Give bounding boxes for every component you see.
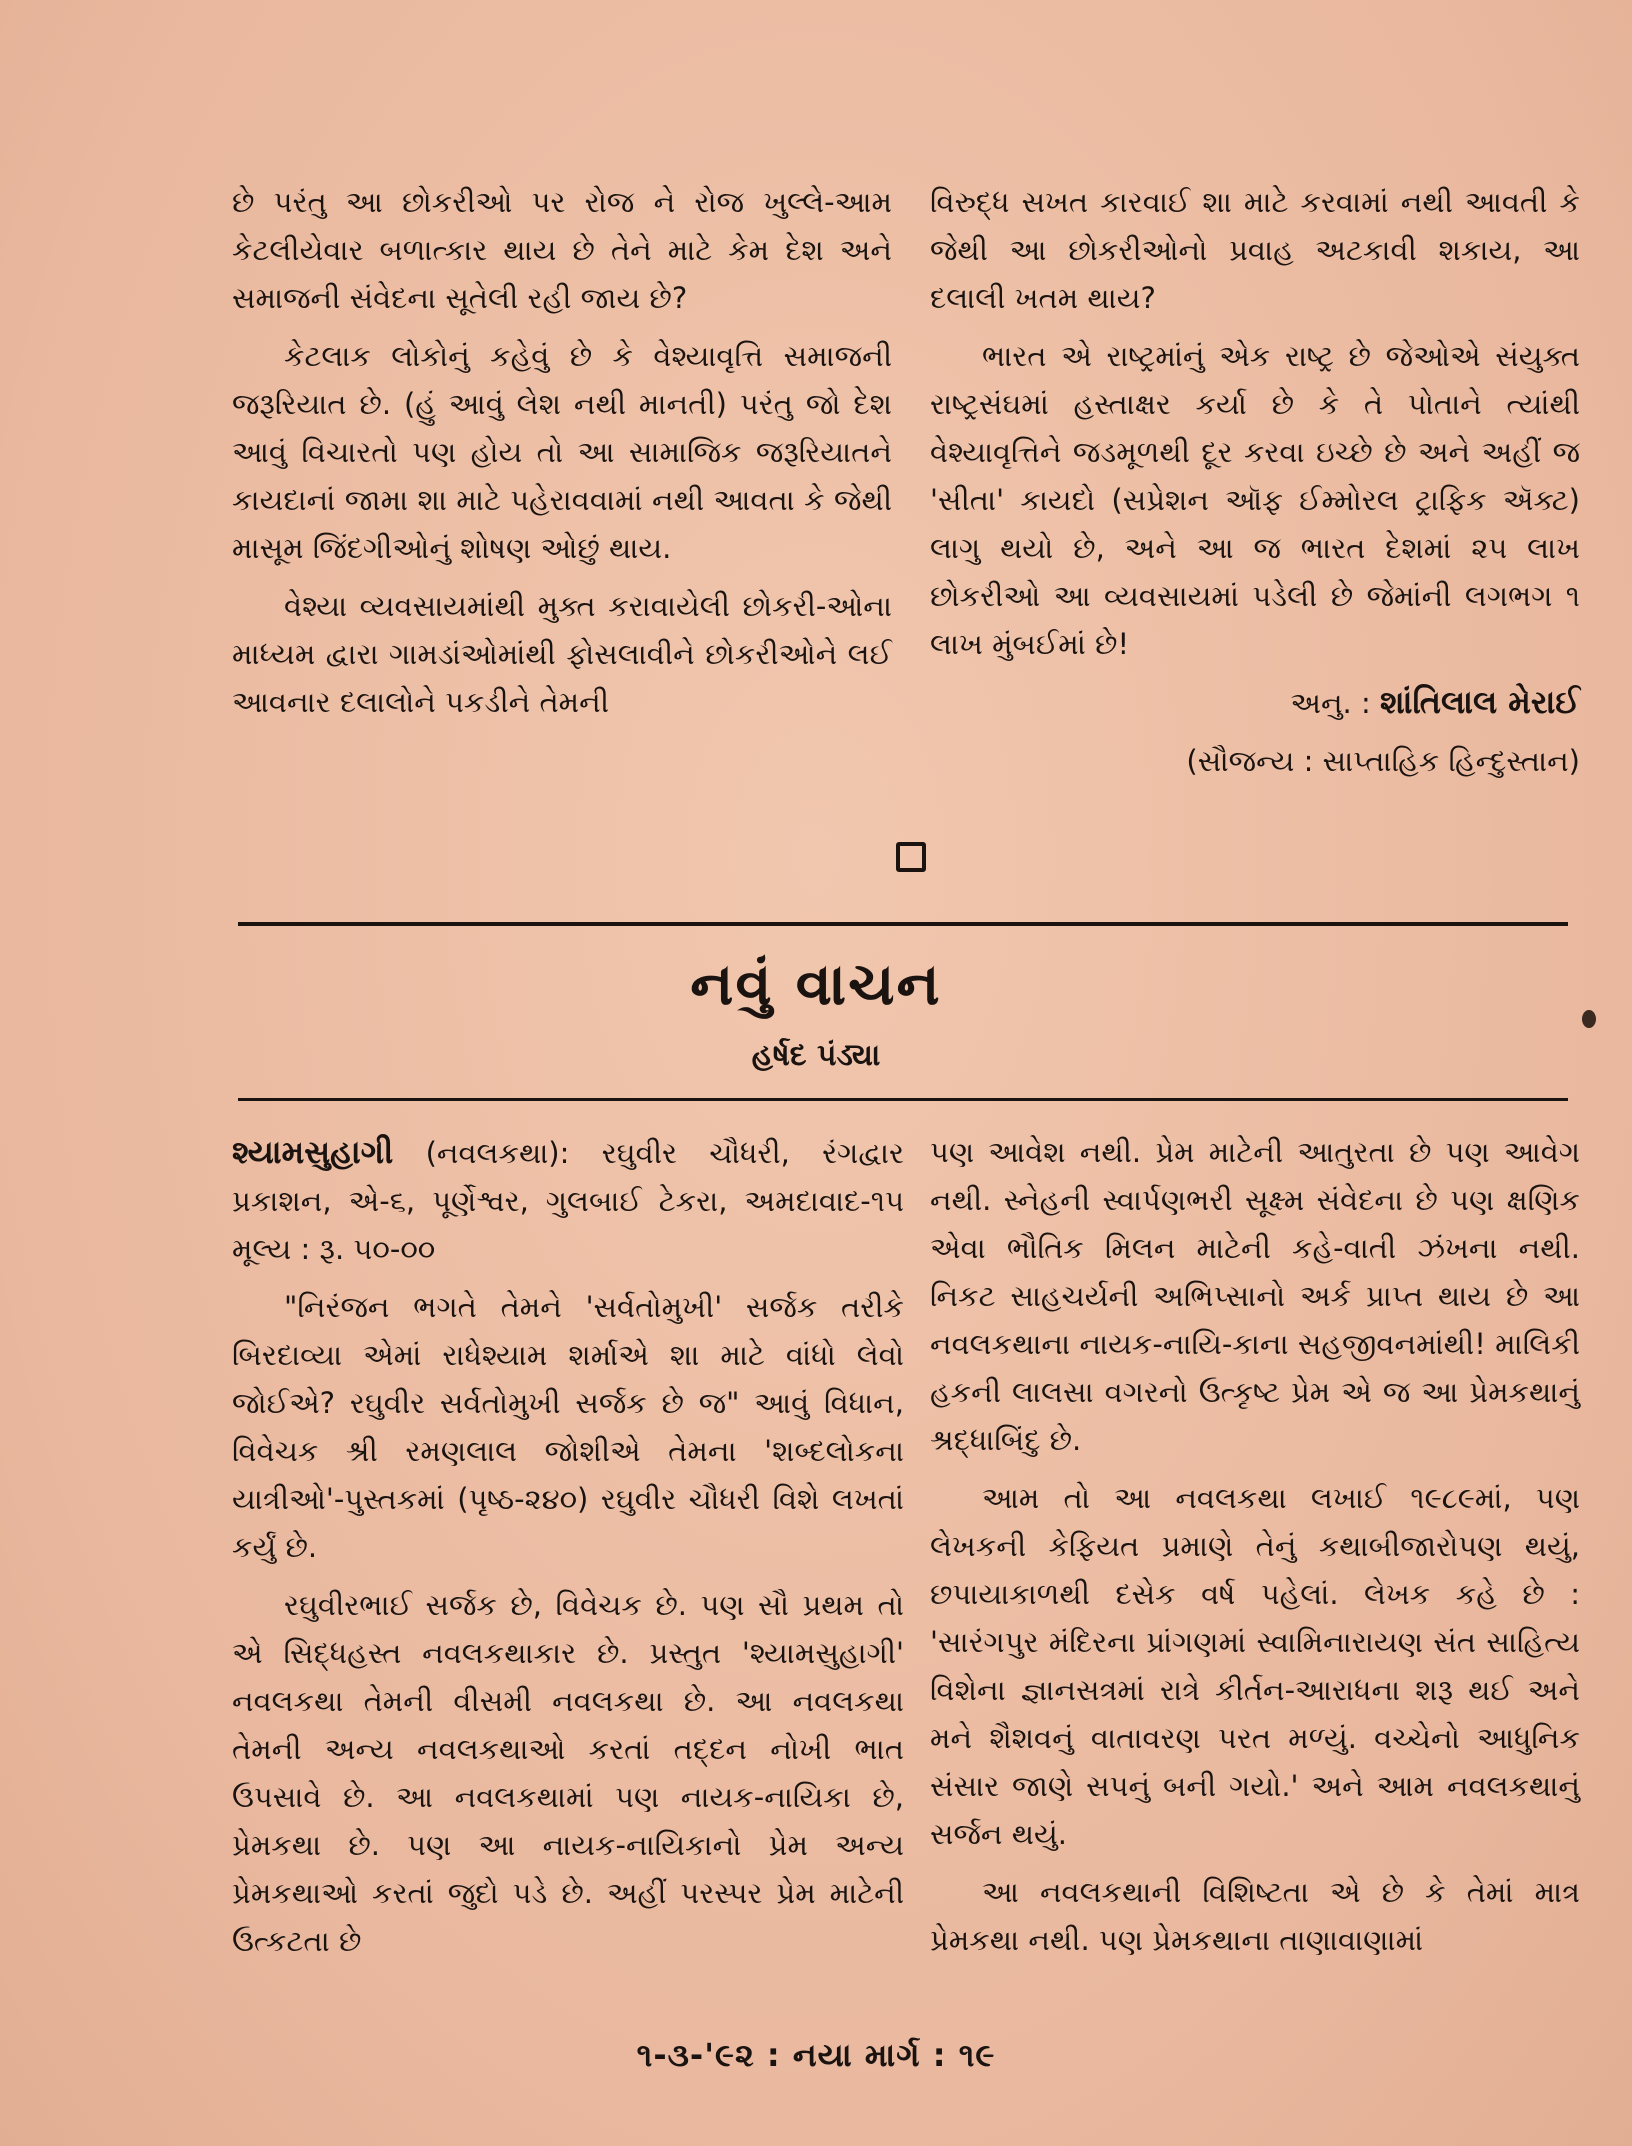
translator-prefix: અનુ. : <box>1290 686 1371 720</box>
article-right-column <box>930 178 1580 795</box>
section-author: હર્ષદ પંડ્યા <box>751 1038 881 1073</box>
article-end-square-icon <box>896 842 926 872</box>
article-paragraph: છે પરંતુ આ છોકરીઓ પર રોજ ને રોજ ખુલ્લે-આમ કેટલીયેવાર બળાત્કાર થાય છે તેને માટે કેમ દેશ અને સમાજની સંવેદના સૂતેલી રહી જાય છે? <box>232 185 892 315</box>
review-paragraph: રઘુવીરભાઈ સર્જક છે, વિવેચક છે. પણ સૌ પ્રથમ તો એ સિદ્ધહસ્ત નવલકથાકાર છે. પ્રસ્તુત 'શ્યામસુહાગી' નવલકથા તેમની વીસમી નવલકથા છે. આ નવલકથા તેમની અન્ય નવલકથાઓ કરતાં તદ્દન નોખી ભાત ઉપસાવે છે. આ નવલકથામાં પણ નાયક-નાયિકા છે, પ્રેમકથા છે. પણ આ નાયક-નાયિકાનો પ્રેમ અન્ય પ્રેમકથાઓ કરતાં જુદો પડે છે. અહીં પરસ્પર પ્રેમ માટેની ઉત્કટતા છે <box>232 1588 904 1958</box>
section-title: નવું વાચન <box>690 950 942 1018</box>
page-footer: ૧-૩-'૯૨ : નયા માર્ગ : ૧૯ <box>636 2036 996 2074</box>
translator-credit <box>930 678 1580 727</box>
article-paragraph: વેશ્યા વ્યવસાયમાંથી મુક્ત કરાવાયેલી છોકરી-ઓના માધ્યમ દ્વારા ગામડાંઓમાંથી ફોસલાવીને છોકરીઓને લઈ આવનાર દલાલોને પકડીને તેમની <box>232 589 892 719</box>
article-paragraph: વિરુદ્ધ સખત કારવાઈ શા માટે કરવામાં નથી આવતી કે જેથી આ છોકરીઓનો પ્રવાહ અટકાવી શકાય, આ દલાલી ખતમ થાય? <box>930 185 1580 315</box>
section-divider-bottom <box>238 1098 1568 1101</box>
article-left-column <box>232 178 892 736</box>
review-paragraph: "નિરંજન ભગતે તેમને 'સર્વતોમુખી' સર્જક તરીકે બિરદાવ્યા એમાં રાધેશ્યામ શર્માએ શા માટે વાંધો લેવો જોઈએ? રઘુવીર સર્વતોમુખી સર્જક છે જ" આવું વિધાન, વિવેચક શ્રી રમણલાલ જોશીએ તેમના 'શબ્દલોકના યાત્રીઓ'-પુસ્તકમાં (પૃષ્ઠ-૨૪૦) રઘુવીર ચૌધરી વિશે લખતાં કર્યું છે. <box>232 1290 904 1564</box>
section-divider-top <box>238 922 1568 926</box>
translator-name: શાંતિલાલ મેરાઈ <box>1379 683 1580 721</box>
review-paragraph: આમ તો આ નવલકથા લખાઈ ૧૯૮૯માં, પણ લેખકની કેફિયત પ્રમાણે તેનું કથાબીજારોપણ થયું, છપાયાકાળથી દસેક વર્ષ પહેલાં. લેખક કહે છે : 'સારંગપુર મંદિરના પ્રાંગણમાં સ્વામિનારાયણ સંત સાહિત્ય વિશેના જ્ઞાનસત્રમાં રાત્રે કીર્તન-આરાધના શરૂ થઈ અને મને શૈશવનું વાતાવરણ પરત મળ્યું. વચ્ચેનો આધુનિક સંસાર જાણે સપનું બની ગયો.' અને આમ નવલકથાનું સર્જન થયું. <box>930 1481 1580 1851</box>
book-details: (નવલકથા): રઘુવીર ચૌધરી, રંગદ્વાર પ્રકાશન, એ-૬, પૂર્ણેશ્વર, ગુલબાઈ ટેકરા, અમદાવાદ-૧૫ મૂલ્ય : રૂ. ૫૦-૦૦ <box>232 1136 904 1266</box>
courtesy-note: (સૌજન્ય : સાપ્તાહિક હિન્દુસ્તાન) <box>1186 744 1580 778</box>
book-title: શ્યામસુહાગી <box>232 1133 394 1171</box>
review-right-column <box>930 1128 1580 1974</box>
book-heading <box>232 1128 904 1273</box>
review-paragraph: આ નવલકથાની વિશિષ્ટતા એ છે કે તેમાં માત્ર પ્રેમકથા નથી. પણ પ્રેમકથાના તાણાવાણામાં <box>930 1875 1580 1957</box>
article-paragraph: કેટલાક લોકોનું કહેવું છે કે વેશ્યાવૃત્તિ સમાજની જરૂરિયાત છે. (હું આવું લેશ નથી માનતી) પરંતુ જો દેશ આવું વિચારતો પણ હોય તો આ સામાજિક જરૂરિયાતને કાયદાનાં જામા શા માટે પહેરાવવામાં નથી આવતા કે જેથી માસૂમ જિંદગીઓનું શોષણ ઓછું થાય. <box>232 339 892 565</box>
review-paragraph: પણ આવેશ નથી. પ્રેમ માટેની આતુરતા છે પણ આવેગ નથી. સ્નેહની સ્વાર્પણભરી સૂક્ષ્મ સંવેદના છે પણ ક્ષણિક એવા ભૌતિક મિલન માટેની કહે-વાતી ઝંખના નથી. નિકટ સાહચર્યની અભિપ્સાનો અર્ક પ્રાપ્ત થાય છે આ નવલકથાના નાયક-નાયિ-કાના સહજીવનમાંથી! માલિકી હકની લાલસા વગરનો ઉત્કૃષ્ટ પ્રેમ એ જ આ પ્રેમકથાનું શ્રદ્ધાબિંદુ છે. <box>930 1135 1580 1457</box>
article-paragraph: ભારત એ રાષ્ટ્રમાંનું એક રાષ્ટ્ર છે જેઓએ સંયુક્ત રાષ્ટ્રસંઘમાં હસ્તાક્ષર કર્યા છે કે તે પોતાને ત્યાંથી વેશ્યાવૃત્તિને જડમૂળથી દૂર કરવા ઇચ્છે છે અને અહીં જ 'સીતા' કાયદો (સપ્રેશન ઑફ ઈમ્મોરલ ટ્રાફિક ઍક્ટ) લાગુ થયો છે, અને આ જ ભારત દેશમાં ૨૫ લાખ છોકરીઓ આ વ્યવસાયમાં પડેલી છે જેમાંની લગભગ ૧ લાખ મુંબઈમાં છે! <box>930 339 1580 661</box>
review-left-column <box>232 1128 904 1975</box>
ink-spot <box>1582 1010 1596 1028</box>
